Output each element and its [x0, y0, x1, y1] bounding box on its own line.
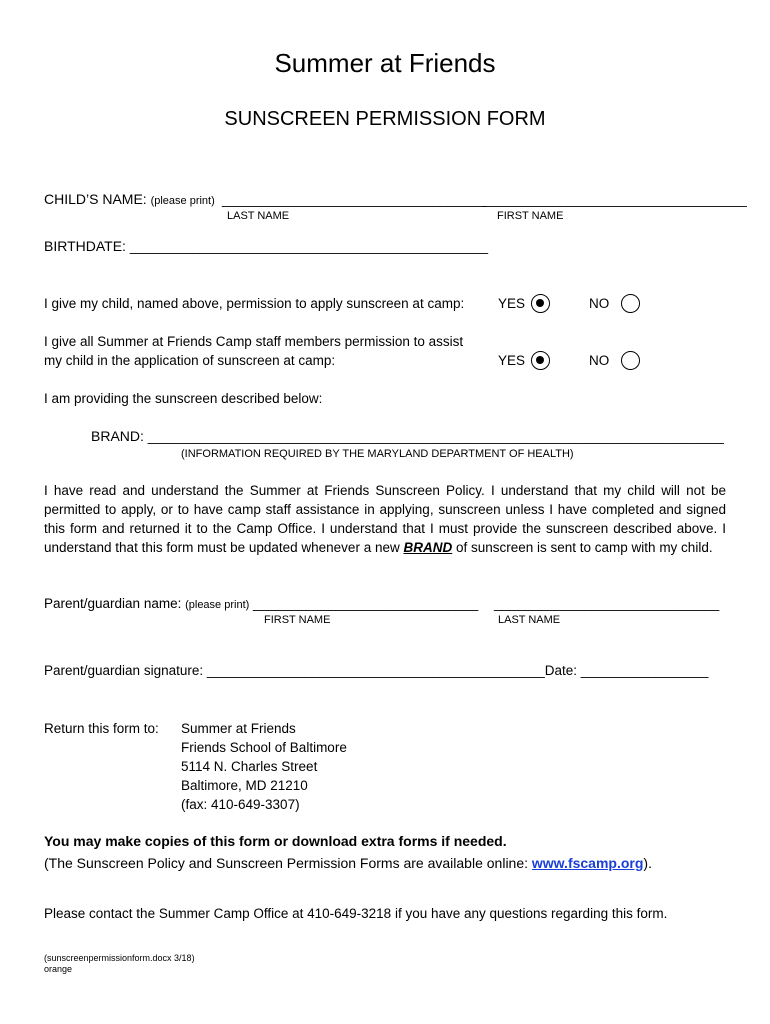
online-suffix: ).: [643, 855, 652, 871]
q2-no-radio[interactable]: [621, 351, 640, 370]
online-notice: [44, 855, 652, 871]
q2-yes-label: YES: [498, 353, 526, 368]
q1-yes-radio[interactable]: [531, 294, 550, 313]
last-name-caption: LAST NAME: [227, 210, 290, 222]
policy-text-1: I have read and understand the Summer at Friends Sunscreen Policy. I understand that my child will not be permitted to apply, or to have camp staff assistance in applying, sunscreen unless I have completed and signed this form and returned it to the Camp Office. I understand that I must provide the sunscreen described above. I understand that this form must be updated whenever a new: [44, 483, 726, 555]
address-line: Baltimore, MD 21210: [181, 778, 308, 793]
brand-row: [91, 428, 724, 444]
brand-note: (INFORMATION REQUIRED BY THE MARYLAND DEPARTMENT OF HEALTH): [181, 448, 574, 460]
policy-text-2: of sunscreen is sent to camp with my child.: [452, 540, 713, 555]
address-line: Friends School of Baltimore: [181, 740, 347, 755]
policy-paragraph: [44, 481, 726, 557]
permission-question-2-line-2: my child in the application of sunscreen at camp:: [44, 353, 336, 368]
birthdate-label: BIRTHDATE:: [44, 238, 130, 254]
parent-first-name-field[interactable]: ______________________________: [249, 596, 479, 611]
birthdate-row: [44, 238, 488, 254]
child-name-row: [44, 191, 215, 207]
parent-name-label: Parent/guardian name:: [44, 596, 186, 611]
address-line: 5114 N. Charles Street: [181, 759, 318, 774]
child-last-name-field[interactable]: __________________________________: [222, 191, 487, 207]
address-line: (fax: 410-649-3307): [181, 797, 300, 812]
parent-last-name-field[interactable]: ______________________________: [494, 596, 720, 611]
child-name-label: CHILD’S NAME:: [44, 191, 147, 207]
online-prefix: (The Sunscreen Policy and Sunscreen Permission Forms are available online:: [44, 855, 532, 871]
first-name-caption: FIRST NAME: [497, 210, 564, 222]
child-first-name-field[interactable]: __________________________________: [482, 191, 747, 207]
permission-question-1: I give my child, named above, permission to apply sunscreen at camp:: [44, 296, 465, 311]
footer-filename: (sunscreenpermissionform.docx 3/18): [44, 953, 195, 963]
q2-yes-radio[interactable]: [531, 351, 550, 370]
website-link[interactable]: www.fscamp.org: [531, 855, 644, 871]
brand-label: BRAND:: [91, 428, 148, 444]
q2-no-label: NO: [589, 353, 610, 368]
policy-brand-word: BRAND: [403, 540, 453, 555]
footer-color: orange: [44, 964, 73, 974]
parent-name-hint: (please print): [185, 599, 250, 611]
parent-last-name-caption: LAST NAME: [498, 614, 561, 626]
signature-field[interactable]: _____________________________________________: [206, 663, 545, 678]
return-address: [181, 719, 347, 814]
signature-label: Parent/guardian signature:: [44, 663, 207, 678]
copies-notice: You may make copies of this form or download extra forms if needed.: [44, 833, 507, 849]
signature-row: [44, 663, 708, 678]
date-field[interactable]: _________________: [580, 663, 709, 678]
parent-name-row: [44, 596, 478, 611]
date-label: Date:: [544, 663, 581, 678]
q1-yes-label: YES: [498, 296, 526, 311]
return-label: Return this form to:: [44, 721, 159, 736]
permission-question-2-line-1: I give all Summer at Friends Camp staff members permission to assist: [44, 334, 464, 349]
q1-no-radio[interactable]: [621, 294, 640, 313]
page-title: Summer at Friends: [274, 48, 496, 78]
form-subtitle: SUNSCREEN PERMISSION FORM: [224, 108, 546, 130]
child-name-hint: (please print): [150, 195, 215, 207]
birthdate-field[interactable]: ______________________________________________: [129, 238, 488, 254]
sunscreen-intro: I am providing the sunscreen described below:: [44, 391, 323, 406]
parent-first-name-caption: FIRST NAME: [264, 614, 331, 626]
address-line: Summer at Friends: [181, 721, 296, 736]
brand-field[interactable]: __________________________________________________________________________: [147, 428, 724, 444]
contact-notice: Please contact the Summer Camp Office at 410-649-3218 if you have any questions regarding this form.: [44, 906, 668, 921]
q1-no-label: NO: [589, 296, 610, 311]
